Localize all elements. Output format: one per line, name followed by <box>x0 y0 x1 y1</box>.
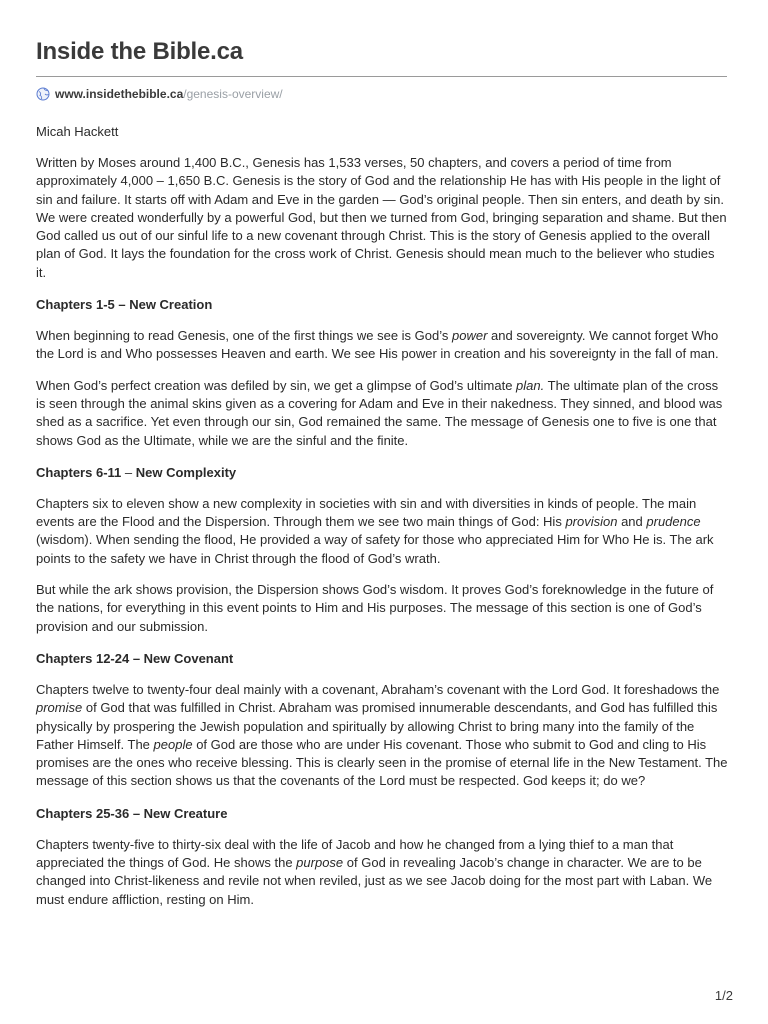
emphasis: plan. <box>516 377 545 393</box>
document-page <box>36 36 728 909</box>
author-name: Micah Hackett <box>36 124 119 139</box>
url-path[interactable]: /genesis-overview/ <box>183 87 283 101</box>
url-domain[interactable]: www.insidethebible.ca <box>55 87 184 101</box>
site-title: Inside the Bible.ca <box>36 38 243 65</box>
section-heading-new-complexity: Chapters 6-11 – New Complexity <box>36 464 237 480</box>
emphasis: prudence <box>646 514 701 530</box>
section-heading-new-covenant: Chapters 12-24 – New Covenant <box>36 650 234 666</box>
paragraph: Chapters twenty-five to thirty-six deal with the life of Jacob and how he changed from a lying thief to a man that appreciated the things of God. He shows the purpose of God in revealing Jacob’s change in character. We are to be changed into Christ-likeness and revile not when reviled, just as we see Jacob doing for the most part with Laban. We must endure affliction, resting on Him. <box>36 836 713 907</box>
paragraph: Chapters twelve to twenty-four deal mainly with a covenant, Abraham’s covenant with the Lord God. It foreshadows the promise of God that was fulfilled in Christ. Abraham was promised innumerable descendants, and God has fulfilled this physically by prospering the Jewish population and spiritually by allowing Christ to bring many into the family of the Father Himself. The people of God are those who are under His covenant. Those who submit to God and cling to His promises are the ones who receive blessing. This is clearly seen in the promise of eternal life in the New Testament. The message of this section shows us that the covenants of the Lord must be respected. God keeps it; do we? <box>36 681 728 789</box>
globe-icon <box>36 87 50 101</box>
paragraph: But while the ark shows provision, the Dispersion shows God’s wisdom. It proves God’s foreknowledge in the future of the nations, for everything in this event points to Him and His purposes. The message of this section is one of God’s provision and our submission. <box>36 582 714 634</box>
paragraph: Chapters six to eleven show a new complexity in societies with sin and with diversities in kinds of people. The main events are the Flood and the Dispersion. Through them we see two main things of God: His provision and prudence (wisdom). When sending the flood, He provided a way of safety for those who appreciated Him for Who He is. The ark points to the safety we have in Christ through the flood of God’s wrath. <box>36 495 714 566</box>
paragraph: When God’s perfect creation was defiled by sin, we get a glimpse of God’s ultimate plan. The ultimate plan of the cross is seen through the animal skins given as a covering for Adam and Eve in their nakedness. They sinned, and blood was shed as a sacrifice. Yet even through our sin, God remained the same. The message of Genesis one to five is one that shows God as the Ultimate, while we are the sinful and the finite. <box>36 377 723 448</box>
emphasis: power <box>452 328 488 344</box>
paragraph: When beginning to read Genesis, one of the first things we see is God’s power and sovereignty. We cannot forget Who the Lord is and Who possesses Heaven and earth. We see His power in creation and his sovereignty in the fall of man. <box>36 328 719 362</box>
source-url[interactable] <box>36 85 728 103</box>
header-divider <box>36 76 727 77</box>
emphasis: provision <box>565 514 618 530</box>
emphasis: promise <box>36 700 83 716</box>
emphasis: people <box>153 736 193 752</box>
section-heading-new-creature: Chapters 25-36 – New Creature <box>36 805 228 821</box>
section-heading-new-creation: Chapters 1-5 – New Creation <box>36 297 213 313</box>
intro-paragraph: Written by Moses around 1,400 B.C., Genesis has 1,533 verses, 50 chapters, and covers a period of time from approximately 4,000 – 1,650 B.C. Genesis is the story of God and the relationship He has with His people in the light of sin and failure. It starts off with Adam and Eve in the garden — God’s original people. Then sin enters, and death by sin. We were created wonderfully by a powerful God, but then we turned from God, bringing separation and shame. But then God called us out of our sinful life to a new covenant through Christ. This is the story of Genesis applied to the overall plan of God. It lays the foundation for the cross work of Christ. Genesis should mean much to the believer who studies it. <box>36 155 727 280</box>
page-number: 1/2 <box>714 988 733 1003</box>
emphasis: purpose <box>296 855 344 871</box>
